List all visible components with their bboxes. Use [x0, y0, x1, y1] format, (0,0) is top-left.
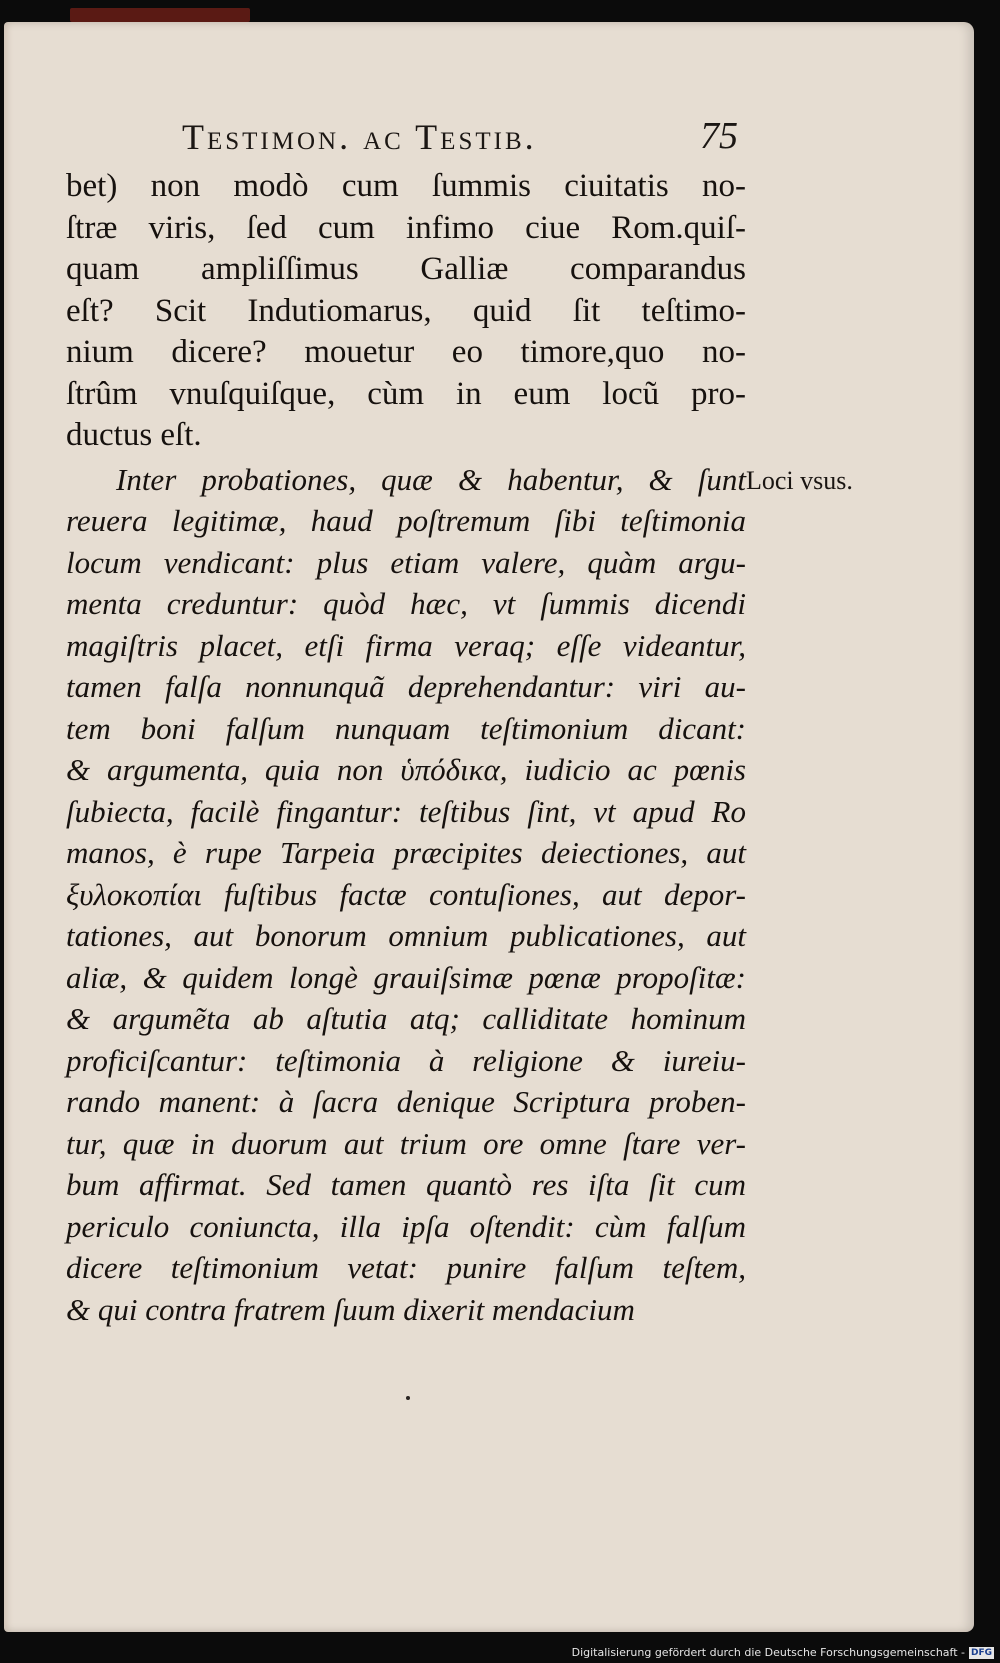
text-line: quam ampliſſimus Galliæ comparandus — [66, 251, 746, 287]
text-line: tationes, aut bonorum omnium publicationes, aut — [66, 918, 746, 953]
text-line: magiſtris placet, etſi firma veraq; eſſe videantur, — [66, 627, 746, 663]
text-line: periculo coniuncta, illa ipſa oſtendit: cùm falſum — [66, 1208, 746, 1244]
text-line: & qui contra fratrem ſuum dixerit mendacium — [66, 1291, 635, 1327]
text-line: ξυλοκοπίαι fuſtibus factæ contuſiones, aut depor- — [66, 876, 746, 912]
margin-note: Loci vsus. — [746, 466, 853, 495]
text-line: tem boni falſum nunquam teſtimonium dicant: — [66, 710, 746, 746]
text-line: ſtrûm vnuſquiſque, cùm in eum locũ pro- — [66, 375, 746, 412]
text-line: & argumenta, quia non ὑπόδικα, iudicio ac pœnis — [66, 752, 746, 787]
text-line: tamen falſa nonnunquã deprehendantur: viri au- — [66, 669, 746, 704]
text-line: eſt? Scit Indutiomarus, quid ſit teſtimo- — [66, 292, 746, 329]
text-line: & argumẽta ab aſtutia atq; calliditate hominum — [66, 1001, 746, 1036]
italic-paragraph — [66, 459, 746, 1331]
ink-speck — [406, 1396, 410, 1400]
text-line: manos, è rupe Tarpeia præcipites deiectiones, aut — [66, 835, 746, 870]
page-number: 75 — [700, 115, 738, 157]
text-line: rando manent: à ſacra denique Scriptura proben- — [66, 1084, 746, 1119]
red-tab-mark — [70, 8, 250, 22]
running-head: Testimon. ac Testib. — [182, 117, 537, 157]
text-line: ſtræ viris, ſed cum infimo ciue Rom.quiſ- — [66, 209, 746, 246]
text-line: ſubiecta, facilè fingantur: teſtibus ſint, vt apud Ro — [66, 793, 746, 829]
text-line: proficiſcantur: teſtimonia à religione & iureiu- — [66, 1042, 746, 1078]
text-line: aliæ, & quidem longè grauiſsimæ pœnæ propoſitæ: — [66, 959, 746, 995]
text-line: menta creduntur: quòd hæc, vt ſummis dicendi — [66, 586, 746, 621]
text-line: dicere teſtimonium vetat: punire falſum teſtem, — [66, 1250, 746, 1285]
text-line: Inter probationes, quæ & habentur, & ſunt — [116, 461, 746, 497]
body-text — [66, 166, 746, 1330]
text-line: ductus eſt. — [66, 417, 202, 453]
dfg-logo: DFG — [970, 1647, 992, 1658]
text-line: bet) non modò cum ſummis ciuitatis no- — [66, 168, 746, 204]
text-line: tur, quæ in duorum aut trium ore omne ſtare ver- — [66, 1125, 746, 1161]
roman-paragraph — [66, 166, 746, 457]
text-line: locum vendicant: plus etiam valere, quàm argu- — [66, 544, 746, 580]
text-line: nium dicere? mouetur eo timore,quo no- — [66, 334, 746, 370]
credit-text: Digitalisierung gefördert durch die Deutsche Forschungsgemeinschaft - — [571, 1646, 965, 1659]
text-line: reuera legitimæ, haud poſtremum ſibi teſtimonia — [66, 503, 746, 538]
book-page — [4, 22, 974, 1632]
text-line: bum affirmat. Sed tamen quantò res iſta ſit cum — [66, 1167, 746, 1202]
digitization-credit — [572, 1646, 994, 1659]
